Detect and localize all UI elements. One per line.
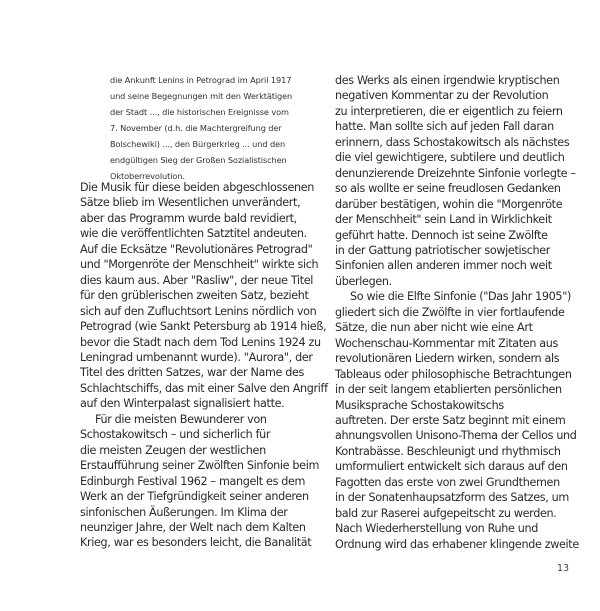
- quote-line: Oktoberrevolution.: [110, 171, 185, 181]
- text-line: dies kaum aus. Aber "Rasliw", der neue Titel: [80, 273, 314, 287]
- text-line: denunzierende Dreizehnte Sinfonie vorlegte –: [335, 166, 576, 180]
- text-line: in der seit langem etablierten persönlichen: [335, 383, 562, 397]
- text-line: Schostakowitsch – und sicherlich für: [80, 428, 271, 442]
- text-line: bevor die Stadt nach dem Tod Lenins 1924 zu: [80, 335, 321, 349]
- text-line: darüber bestätigen, wohin die "Morgenröte: [335, 197, 563, 211]
- quote-line: endgültigen Sieg der Großen Sozialistischen: [110, 155, 287, 165]
- text-line: Auf die Ecksätze "Revolutionäres Petrograd": [80, 242, 313, 256]
- text-line: Kontrabässe. Beschleunigt und rhythmisch: [335, 444, 561, 458]
- text-line: Krieg, war es besonders leicht, die Banalität: [80, 536, 312, 550]
- text-line: in der Sonatenhaupsatzform des Satzes, um: [335, 491, 569, 505]
- text-line: neunziger Jahre, der Welt nach dem Kalten: [80, 520, 306, 534]
- text-line: bald zur Raserei aufgepeitscht zu werden.: [335, 506, 557, 520]
- text-line: aber das Programm wurde bald revidiert,: [80, 211, 297, 225]
- text-line: geführt hatte. Dennoch ist seine Zwölfte: [335, 228, 548, 242]
- text-line: Nach Wiederherstellung von Ruhe und: [335, 522, 538, 536]
- text-line: hatte. Man sollte sich auf jeden Fall daran: [335, 120, 554, 134]
- quote-line: 7. November (d.h. die Machtergreifung der: [110, 123, 282, 133]
- quote-line: und seine Begegnungen mit den Werktätigen: [110, 91, 293, 101]
- text-line: so als wollte er seine freudlosen Gedanken: [335, 182, 561, 196]
- text-line: gliedert sich die Zwölfte in vier fortlaufende: [335, 305, 565, 319]
- paragraph-start-line: So wie die Elfte Sinfonie ("Das Jahr 1905"): [350, 290, 572, 304]
- text-line: Sätze, die nun aber nicht wie eine Art: [335, 321, 533, 335]
- page-number: 13: [557, 563, 570, 574]
- text-line: Sätze blieb im Wesentlichen unverändert,: [80, 196, 301, 210]
- text-line: die meisten Zeugen der westlichen: [80, 443, 266, 457]
- text-line: Werk an der Tiefgründigkeit seiner anderen: [80, 490, 309, 504]
- right-column-text: [335, 73, 579, 552]
- text-line: sich auf den Zufluchtsort Lenins nördlich von: [80, 304, 317, 318]
- text-line: wie die veröffentlichten Satztitel andeuten.: [80, 227, 307, 241]
- left-column-text: [80, 180, 328, 551]
- text-line: überlegen.: [335, 274, 392, 288]
- text-line: Edinburgh Festival 1962 – mangelt es dem: [80, 474, 306, 488]
- text-line: Leningrad umbenannt wurde). "Aurora", der: [80, 350, 313, 364]
- text-line: Wochenschau-Kommentar mit Zitaten aus: [335, 336, 559, 350]
- text-line: ahnungsvollen Unisono-Thema der Cellos und: [335, 429, 577, 443]
- quote-line: der Stadt ..., die historischen Ereignisse vom: [110, 107, 289, 117]
- text-line: negativen Kommentar zu der Revolution: [335, 89, 549, 103]
- block-quote: [110, 72, 292, 184]
- quote-line: die Ankunft Lenins in Petrograd im April 1917: [110, 75, 292, 85]
- text-line: auf den Winterpalast signalisiert hatte.: [80, 397, 285, 411]
- text-line: Sinfonien allen anderen immer noch weit: [335, 259, 552, 273]
- text-line: erinnern, dass Schostakowitsch als nächstes: [335, 135, 570, 149]
- text-line: und "Morgenröte der Menschheit" wirkte sich: [80, 258, 319, 272]
- text-line: Musiksprache Schostakowitschs: [335, 398, 504, 412]
- text-line: Titel des dritten Satzes, war der Name des: [80, 366, 305, 380]
- text-line: zu interpretieren, die er eigentlich zu feiern: [335, 104, 563, 118]
- text-line: Schlachtschiffs, das mit einer Salve den Angriff: [80, 381, 328, 395]
- text-line: Petrograd (wie Sankt Petersburg ab 1914 hieß,: [80, 320, 327, 334]
- text-line: für den grüblerischen zweiten Satz, bezieht: [80, 289, 309, 303]
- text-line: Die Musik für diese beiden abgeschlossenen: [80, 181, 315, 194]
- paragraph-start-line: Für die meisten Bewunderer von: [95, 412, 267, 426]
- text-line: des Werks als einen irgendwie kryptischen: [335, 74, 560, 87]
- text-line: Erstaufführung seiner Zwölften Sinfonie beim: [80, 459, 320, 473]
- text-line: in der Gattung patriotischer sowjetischer: [335, 243, 551, 257]
- text-line: die viel gewichtigere, subtilere und deutlich: [335, 151, 565, 165]
- text-line: Fagotten das erste von zwei Grundthemen: [335, 475, 560, 489]
- text-line: umformuliert entwickelt sich daraus auf den: [335, 460, 568, 474]
- text-line: Tableaus oder philosophische Betrachtungen: [335, 367, 572, 381]
- text-line: der Menschheit" sein Land in Wirklichkeit: [335, 213, 552, 227]
- text-line: Ordnung wird das erhabener klingende zweite: [335, 537, 579, 551]
- quote-line: Bolschewiki) ..., den Bürgerkrieg ... und den: [110, 139, 286, 149]
- text-line: revolutionären Liedern wirken, sondern als: [335, 352, 560, 366]
- text-line: auftreten. Der erste Satz beginnt mit einem: [335, 413, 566, 427]
- text-line: sinfonischen Äußerungen. Im Klima der: [80, 505, 288, 519]
